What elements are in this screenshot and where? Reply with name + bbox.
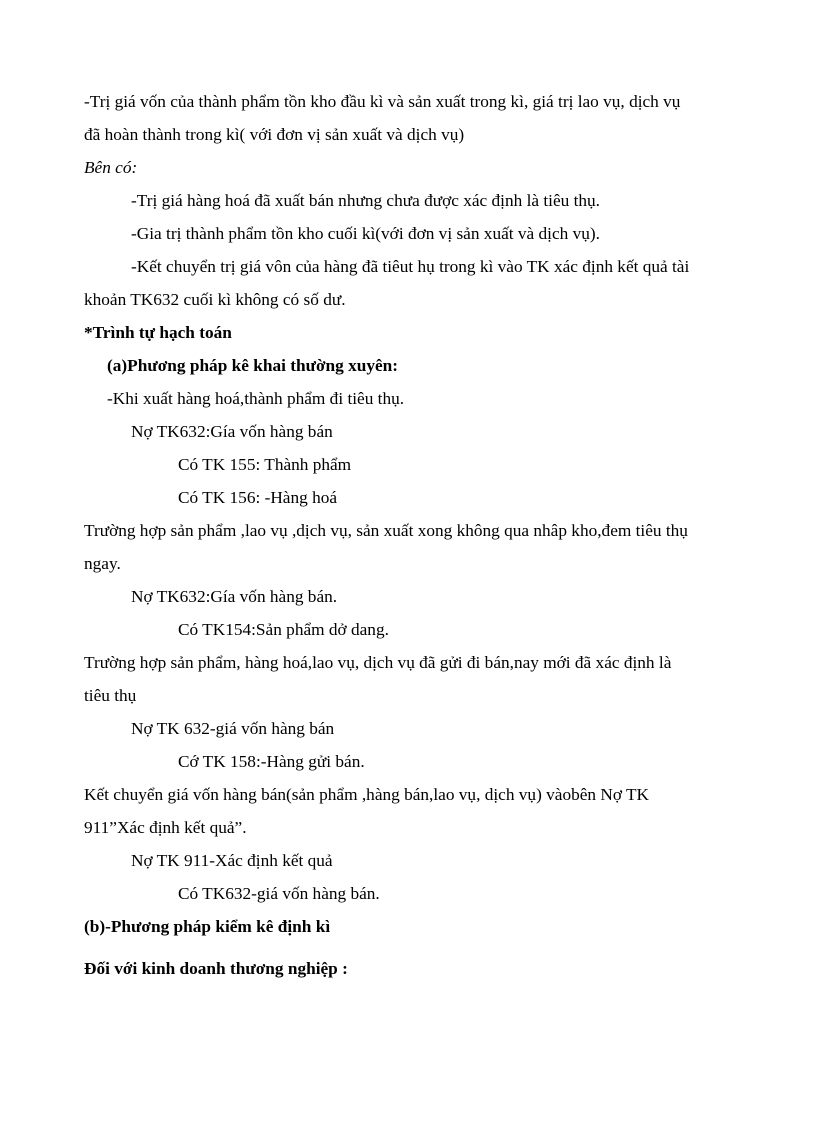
- text-line: -Trị giá vốn của thành phẩm tồn kho đầu kì và sản xuất trong kì, giá trị lao vụ, dịch vụ: [84, 92, 681, 111]
- text-line: đã hoàn thành trong kì( với đơn vị sản xuất và dịch vụ): [84, 125, 465, 144]
- text-line: -Khi xuất hàng hoá,thành phẩm đi tiêu thụ.: [107, 389, 405, 408]
- heading-method-b: (b)-Phương pháp kiểm kê định kì: [84, 917, 331, 936]
- section-label-credit: Bên có:: [84, 158, 138, 177]
- credit-entry: Có TK 155: Thành phẩm: [178, 455, 352, 474]
- text-line: -Kết chuyển trị giá vôn của hàng đã tiêut hụ trong kì vào TK xác định kết quả tài: [131, 257, 690, 276]
- heading-accounting-procedure: *Trình tự hạch toán: [84, 323, 232, 342]
- text-line: -Trị giá hàng hoá đã xuất bán nhưng chưa được xác định là tiêu thụ.: [131, 191, 600, 210]
- credit-entry: Có TK 156: -Hàng hoá: [178, 488, 338, 507]
- debit-entry: Nợ TK 911-Xác định kết quả: [131, 851, 333, 870]
- credit-entry: Có TK154:Sản phẩm dở dang.: [178, 620, 389, 639]
- text-line: Kết chuyển giá vốn hàng bán(sản phẩm ,hàng bán,lao vụ, dịch vụ) vàobên Nợ TK: [84, 785, 650, 804]
- debit-entry: Nợ TK632:Gía vốn hàng bán: [131, 422, 333, 441]
- text-line: Trường hợp sản phẩm, hàng hoá,lao vụ, dịch vụ đã gửi đi bán,nay mới đã xác định là: [84, 653, 672, 672]
- text-line: 911”Xác định kết quả”.: [84, 818, 247, 837]
- debit-entry: Nợ TK632:Gía vốn hàng bán.: [131, 587, 338, 606]
- text-line: khoản TK632 cuối kì không có số dư.: [84, 290, 346, 309]
- credit-entry: Có TK632-giá vốn hàng bán.: [178, 884, 380, 903]
- text-line: ngay.: [84, 554, 121, 573]
- credit-entry: Cớ TK 158:-Hàng gửi bán.: [178, 752, 365, 771]
- heading-commercial-business: Đối với kinh doanh thương nghiệp :: [84, 959, 348, 978]
- text-line: -Gia trị thành phẩm tồn kho cuối kì(với đơn vị sản xuất và dịch vụ).: [131, 224, 600, 243]
- debit-entry: Nợ TK 632-giá vốn hàng bán: [131, 719, 335, 738]
- heading-method-a: (a)Phương pháp kê khai thường xuyên:: [107, 356, 399, 375]
- text-line: Trường hợp sản phẩm ,lao vụ ,dịch vụ, sản xuất xong không qua nhâp kho,đem tiêu thụ: [84, 521, 688, 540]
- text-line: tiêu thụ: [84, 686, 137, 705]
